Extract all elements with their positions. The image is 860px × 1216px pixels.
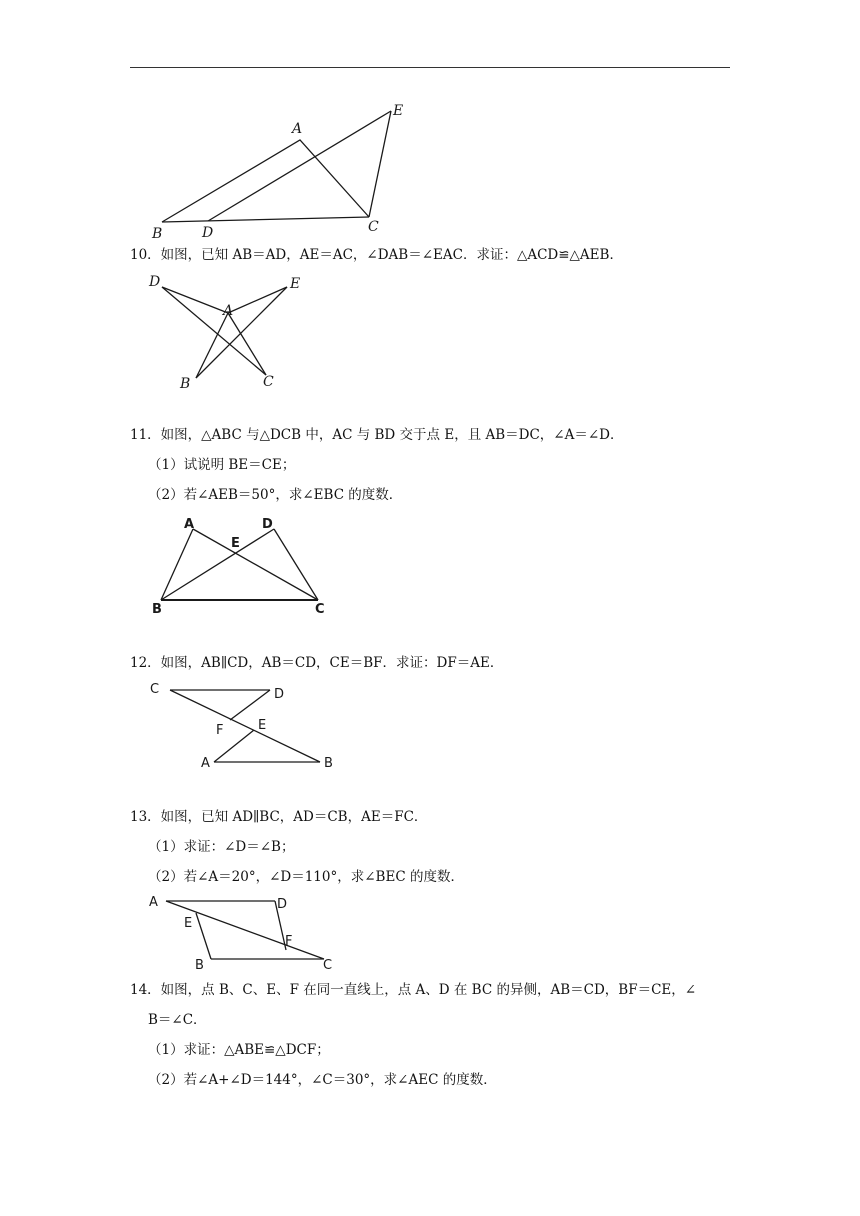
fig9-label-b: B [152, 226, 163, 242]
fig10-segment-ac [228, 313, 266, 375]
figure-12 [140, 676, 350, 776]
fig10-label-d: D [149, 274, 161, 290]
header-rule [130, 67, 730, 68]
problem-14-q1: （1）求证：△ABE≌△DCF； [148, 1042, 330, 1058]
fig13-label-f: F [285, 934, 293, 949]
fig10-segment-ab [196, 313, 228, 378]
fig11-label-a: A [184, 517, 195, 532]
figure-11 [140, 510, 340, 620]
figure-13 [140, 890, 350, 975]
fig13-label-d: D [277, 897, 288, 912]
fig11-label-b: B [152, 602, 162, 617]
fig13-label-e: E [184, 916, 193, 931]
fig12-label-e: E [258, 718, 267, 733]
fig10-segment-dc [162, 287, 266, 375]
fig10-label-e: E [290, 276, 301, 292]
fig9-segment-bc [162, 217, 369, 222]
fig9-label-a: A [292, 121, 303, 137]
fig9-segment-bca [162, 140, 369, 222]
problem-12-text: 12．如图，AB∥CD，AB＝CD，CE＝BF．求证：DF＝AE． [130, 655, 504, 671]
fig9-label-e: E [393, 103, 404, 119]
problem-13-text: 13．如图，已知 AD∥BC，AD＝CB，AE＝FC． [130, 809, 428, 825]
fig11-label-e: E [231, 536, 240, 551]
problem-14-q2: （2）若∠A+∠D＝144°，∠C＝30°，求∠AEC 的度数． [148, 1072, 497, 1088]
fig12-label-c: C [150, 682, 160, 697]
problem-11-q1: （1）试说明 BE＝CE； [148, 457, 296, 473]
fig11-label-d: D [262, 517, 273, 532]
fig13-label-a: A [149, 895, 158, 910]
fig11-segment-dc [274, 529, 318, 600]
fig11-segment-bd [161, 529, 274, 600]
fig12-label-d: D [274, 687, 285, 702]
fig10-label-b: B [180, 376, 191, 392]
problem-13-q1: （1）求证：∠D＝∠B； [148, 839, 295, 855]
fig10-segment-ae [228, 287, 287, 313]
problem-14-text-cont: B＝∠C． [148, 1012, 207, 1028]
problem-10-text: 10．如图，已知 AB＝AD，AE＝AC，∠DAB＝∠EAC．求证：△ACD≌△AEB． [130, 247, 623, 263]
fig9-label-c: C [368, 219, 379, 235]
fig10-segment-da [162, 287, 228, 313]
fig12-label-f: F [216, 723, 224, 738]
fig13-label-c: C [323, 958, 333, 973]
fig13-segment-be [196, 913, 211, 959]
fig12-label-a: A [201, 756, 210, 771]
problem-11-q2: （2）若∠AEB＝50°，求∠EBC 的度数． [148, 487, 403, 503]
problem-11-text: 11．如图，△ABC 与△DCB 中，AC 与 BD 交于点 E，且 AB＝DC，∠A＝∠D． [130, 427, 624, 443]
fig12-label-b: B [324, 756, 333, 771]
fig13-label-b: B [195, 958, 204, 973]
fig10-label-a: A [223, 303, 234, 319]
fig11-label-c: C [315, 602, 325, 617]
fig10-segment-be [196, 287, 287, 378]
fig9-label-d: D [202, 225, 214, 241]
fig9-segment-ec [369, 111, 391, 217]
fig10-label-c: C [263, 374, 274, 390]
fig11-segment-ac [193, 529, 318, 600]
problem-14-text: 14．如图，点 B、C、E、F 在同一直线上，点 A、D 在 BC 的异侧，AB＝CD，BF＝CE，∠ [130, 982, 697, 998]
figure-10 [140, 270, 320, 395]
problem-13-q2: （2）若∠A＝20°，∠D＝110°，求∠BEC 的度数． [148, 869, 464, 885]
fig12-segment-df [230, 690, 270, 720]
fig12-segment-cb [170, 690, 320, 762]
figure-9 [140, 95, 420, 245]
